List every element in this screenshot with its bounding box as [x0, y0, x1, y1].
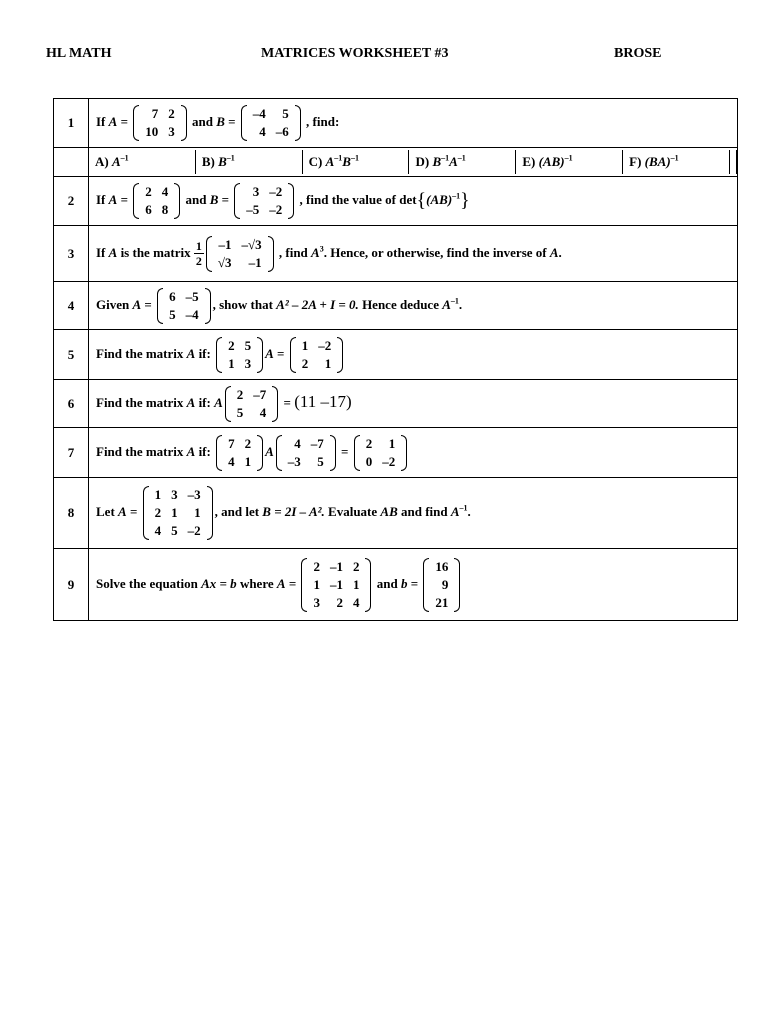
matrix-left: 7 2 4 1 — [216, 435, 263, 471]
question-row-8 — [54, 478, 738, 549]
question-row-9 — [54, 549, 738, 621]
row-vector: (11 –17) — [294, 391, 352, 411]
matrix-A: 2 –1 2 1 –1 1 3 2 4 — [301, 558, 371, 612]
matrix-M: –1 –√3 √3 –1 — [206, 236, 274, 272]
question-number: 8 — [54, 478, 89, 549]
matrix-B: –4 5 4 –6 — [241, 105, 301, 141]
part-a: A) $A^{-1}$ — [89, 150, 196, 174]
parts-row — [89, 148, 738, 177]
matrix-B: 3 –2 –5 –2 — [234, 183, 294, 219]
parts-end-cell — [730, 150, 737, 174]
matrix-left: 2 5 1 3 — [216, 337, 263, 373]
header-course: HL MATH — [46, 46, 112, 61]
part-e: E) (AB)$^{-1}$ — [516, 150, 623, 174]
matrix-middle: 4 –7 –3 5 — [276, 435, 336, 471]
matrix-A: 1 3 –3 2 1 1 4 5 –2 — [143, 486, 213, 540]
question-number: 2 — [54, 177, 89, 226]
question-row-3 — [54, 226, 738, 282]
worksheet-table — [53, 98, 738, 621]
matrix-A: 6 –5 5 –4 — [157, 288, 211, 324]
question-row-4 — [54, 282, 738, 330]
part-b: B) $B^{-1}$ — [196, 150, 303, 174]
matrix-A: 7 2 10 3 — [133, 105, 187, 141]
question-text: Given A = 6 –5 5 –4 , show that A² – 2A + I = 0. Hence deduce $A^{-1}$. — [89, 282, 738, 330]
question-text: Find the matrix A if: 7 2 4 1 A 4 –7 –3 5 = 2 1 0 –2 — [89, 428, 738, 478]
question-row-1 — [54, 99, 738, 148]
question-text: Find the matrix A if: 2 5 1 3 A = 1 –2 2 1 — [89, 330, 738, 380]
question-text: If A is the matrix $\frac{1}{2}$ –1 –√3 √3 –1 , find $A^3$. Hence, or otherwise, find the inverse of A. — [89, 226, 738, 282]
header-teacher: BROSE — [614, 46, 662, 61]
question-number-blank — [54, 148, 89, 177]
question-text: If A = 2 4 6 8 and B = 3 –2 –5 –2 , find the value of det{(AB)$^{-1}$} — [89, 177, 738, 226]
matrix-right: 1 –2 2 1 — [290, 337, 344, 373]
matrix-A: 2 4 6 8 — [133, 183, 180, 219]
question-text: Solve the equation Ax = b where A = 2 –1 2 1 –1 1 3 2 4 and b = 16 9 21 — [89, 549, 738, 621]
header-title: MATRICES WORKSHEET #3 — [261, 46, 449, 61]
vector-b: 16 9 21 — [423, 558, 460, 612]
question-number: 6 — [54, 380, 89, 428]
question-number: 1 — [54, 99, 89, 148]
question-text: Find the matrix A if: A 2 –7 5 4 = (11 –17) — [89, 380, 738, 428]
question-number: 5 — [54, 330, 89, 380]
question-row-6 — [54, 380, 738, 428]
question-row-7 — [54, 428, 738, 478]
matrix-right: 2 1 0 –2 — [354, 435, 408, 471]
question-number: 3 — [54, 226, 89, 282]
question-text: Let A = 1 3 –3 2 1 1 4 5 –2 , and let B = 2I – A². Evaluate AB and find $A^{-1}$. — [89, 478, 738, 549]
question-row-5 — [54, 330, 738, 380]
part-c: C) $A^{-1}B^{-1}$ — [303, 150, 410, 174]
question-row-2 — [54, 177, 738, 226]
fraction: $\frac{1}{2}$ — [195, 239, 202, 268]
part-f: F) (BA)$^{-1}$ — [623, 150, 730, 174]
question-number: 4 — [54, 282, 89, 330]
question-text: If A = 7 2 10 3 and B = –4 5 4 –6 , find: — [89, 99, 738, 148]
matrix-M: 2 –7 5 4 — [225, 386, 279, 422]
parts-container — [89, 150, 737, 174]
part-d: D) $B^{-1}A^{-1}$ — [409, 150, 516, 174]
question-row-1-parts — [54, 148, 738, 177]
question-number: 9 — [54, 549, 89, 621]
question-number: 7 — [54, 428, 89, 478]
